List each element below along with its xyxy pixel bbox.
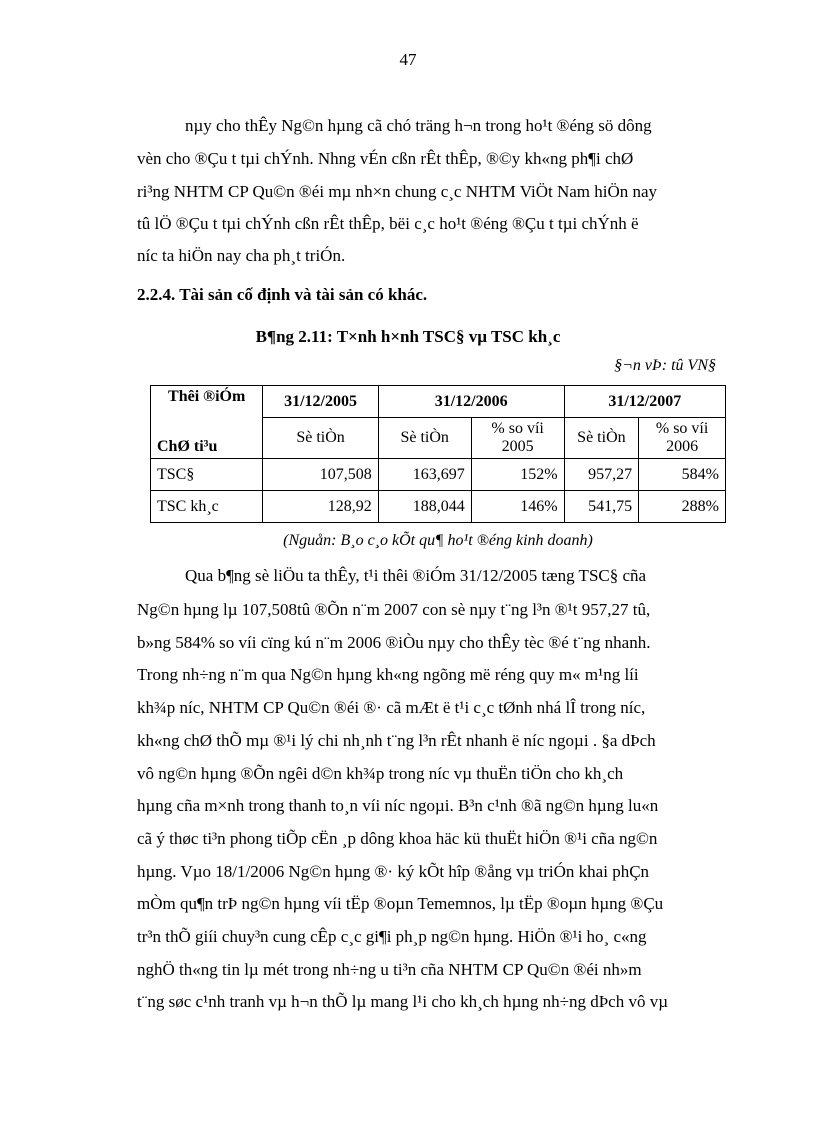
pct-2006: 146% [471, 491, 564, 523]
body-line-14: t¨ng søc c¹nh tranh vµ h¬n thÕ lµ mang l¹i cho kh¸ch hµng nh÷ng dÞch vô vµ [137, 992, 669, 1011]
body-line-9: cã ý thøc ti³n phong tiÕp cËn ¸p dông khoa häc kü thuËt hiÖn ®¹i cña ng©n [137, 829, 658, 848]
body-line-12: tr³n thÕ giíi chuy³n cung cÊp c¸c gi¶i ph¸p ng©n hµng. HiÖn ®¹i ho¸ c«ng [137, 927, 647, 946]
body-line-11: mÒm qu¶n trÞ ng©n hµng víi tËp ®oµn Tememnos, lµ tËp ®oµn hµng ®Çu [137, 894, 664, 913]
amount-2007-header: Sè tiÒn [564, 418, 639, 459]
body-line-10: hµng. Vµo 18/1/2006 Ng©n hµng ®· ký kÕt hîp ®ång vµ triÓn khai phÇn [137, 862, 650, 881]
row-label: TSC kh¸c [151, 491, 263, 523]
body-line-13: nghÖ th«ng tin lµ mét trong nh÷ng u ti³n cña NHTM CP Qu©n ®éi nh»m [137, 960, 642, 979]
pct-2007: 584% [639, 459, 726, 491]
row-label: TSC§ [151, 459, 263, 491]
intro-line-1: nµy cho thÊy Ng©n hµng cã chó träng h¬n trong ho¹t ®éng sö dông [185, 116, 652, 135]
table-header-row [151, 386, 726, 418]
value-2006: 188,044 [378, 491, 471, 523]
corner-indicator-label: ChØ ti³u [151, 418, 263, 459]
value-2005: 128,92 [263, 491, 378, 523]
amount-2005-header: Sè tiÒn [263, 418, 378, 459]
period-2005-header: 31/12/2005 [263, 386, 378, 418]
body-line-8: hµng cña m×nh trong thanh to¸n víi níc ngoµi. B³n c¹nh ®ã ng©n hµng lu«n [137, 796, 659, 815]
intro-line-4: tû lÖ ®Çu t tµi chÝnh cßn rÊt thÊp, bëi c¸c ho¹t ®éng ®Çu t tµi chÝnh ë [137, 214, 639, 233]
intro-line-3: ri³ng NHTM CP Qu©n ®éi mµ nh×n chung c¸c NHTM ViÖt Nam hiÖn nay [137, 182, 658, 201]
value-2007: 957,27 [564, 459, 639, 491]
section-heading: 2.2.4. Tài sản cố định và tài sản có khác. [137, 285, 428, 304]
value-2005: 107,508 [263, 459, 378, 491]
pct-2006-header: % so víi 2005 [471, 418, 564, 459]
table-row [151, 459, 726, 491]
body-line-6: kh«ng chØ thÕ mµ ®¹i lý chi nh¸nh t¨ng l³n rÊt nhanh ë níc ngoµi . §a dÞch [137, 731, 656, 750]
value-2006: 163,697 [378, 459, 471, 491]
body-line-4: Trong nh÷ng n¨m qua Ng©n hµng kh«ng ngõng më réng quy m« m¹ng líi [137, 665, 639, 684]
pct-2007-header: % so víi 2006 [639, 418, 726, 459]
table-title: B¶ng 2.11: T×nh h×nh TSC§ vµ TSC kh¸c [255, 327, 561, 346]
pct-2006: 152% [471, 459, 564, 491]
intro-line-2: vèn cho ®Çu t tµi chÝnh. Nhng vÉn cßn rÊt thÊp, ®©y kh«ng ph¶i chØ [137, 149, 634, 168]
page-number: 47 [399, 50, 417, 69]
table-subheader-row [151, 418, 726, 459]
body-line-7: vô ng©n hµng ®Õn ngêi d©n kh¾p trong níc vµ thuËn tiÖn cho kh¸ch [137, 764, 624, 783]
body-line-2: Ng©n hµng lµ 107,508tû ®Õn n¨m 2007 con sè nµy t¨ng l³n ®¹t 957,27 tû, [137, 600, 651, 619]
source-note: (Nguån: B¸o c¸o kÕt qu¶ ho¹t ®éng kinh doanh) [283, 532, 593, 549]
value-2007: 541,75 [564, 491, 639, 523]
unit-note: §¬n vÞ: tû VN§ [614, 357, 716, 374]
body-line-1: Qua b¶ng sè liÖu ta thÊy, t¹i thêi ®iÓm 31/12/2005 tæng TSC§ cña [185, 566, 647, 585]
amount-2006-header: Sè tiÒn [378, 418, 471, 459]
table-row [151, 491, 726, 523]
period-2006-header: 31/12/2006 [378, 386, 564, 418]
asset-table [150, 385, 726, 523]
period-2007-header: 31/12/2007 [564, 386, 725, 418]
pct-2007: 288% [639, 491, 726, 523]
body-line-5: kh¾p níc, NHTM CP Qu©n ®éi ®· cã mÆt ë t¹i c¸c tØnh nhá lÎ trong níc, [137, 698, 646, 717]
body-line-3: b»ng 584% so víi cïng kú n¨m 2006 ®iÒu nµy cho thÊy tèc ®é t¨ng nhanh. [137, 633, 651, 652]
corner-period-label: Thêi ®iÓm [151, 386, 263, 418]
intro-line-5: níc ta hiÖn nay cha ph¸t triÓn. [137, 246, 346, 265]
